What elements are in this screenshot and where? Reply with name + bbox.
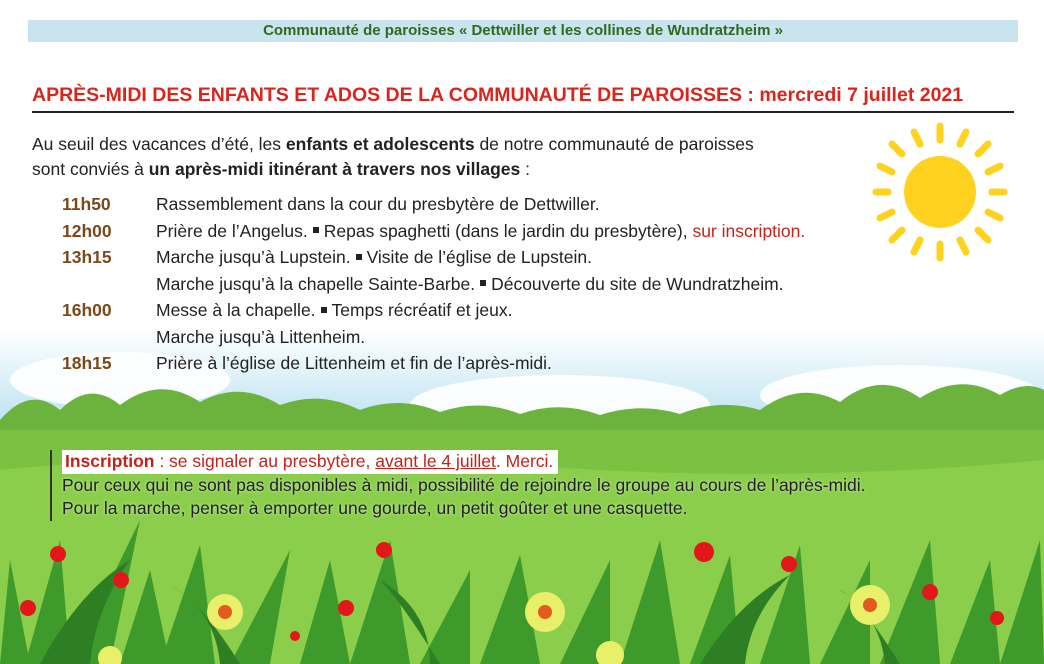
schedule-time: 11h50 — [62, 194, 111, 214]
bullet-icon — [356, 254, 362, 260]
intro-text: sont conviés à — [32, 159, 149, 179]
schedule-activity: Marche jusqu’à la chapelle Sainte-Barbe. — [156, 273, 476, 294]
intro-bold-text: un après-midi itinérant à travers nos villages — [148, 159, 521, 179]
schedule-activity: Visite de l’église de Lupstein. — [366, 247, 592, 267]
intro-text: : — [520, 159, 530, 179]
schedule-time — [62, 324, 156, 351]
schedule-time — [62, 271, 156, 298]
schedule-row — [62, 297, 942, 324]
schedule-activity: Marche jusqu’à Littenheim. — [156, 326, 366, 347]
schedule-row — [62, 350, 942, 377]
bullet-icon — [321, 307, 327, 313]
intro-text: Au seuil des vacances d’été, les — [32, 134, 286, 154]
parish-banner: Communauté de paroisses « Dettwiller et les collines de Wundratzheim » — [28, 20, 1018, 42]
schedule-time: 13h15 — [62, 247, 112, 267]
registration-deadline: avant le 4 juillet — [375, 451, 496, 471]
registration-text: . Merci. — [495, 451, 554, 471]
schedule-row — [62, 271, 942, 298]
schedule-row — [62, 244, 942, 271]
bullet-icon — [313, 227, 319, 233]
schedule-list — [62, 191, 942, 377]
schedule-row — [62, 218, 942, 245]
intro-paragraph — [32, 132, 872, 182]
schedule-activity: Rassemblement dans la cour du presbytère de Dettwiller. — [156, 194, 600, 214]
registration-text: : se signaler au presbytère, — [154, 451, 376, 471]
info-box — [50, 450, 1002, 521]
schedule-activity: Temps récréatif et jeux. — [331, 300, 513, 320]
registration-highlight — [62, 450, 558, 474]
info-line-equipment: Pour la marche, penser à emporter une gourde, un petit goûter et une casquette. — [62, 498, 688, 518]
page-title: APRÈS-MIDI DES ENFANTS ET ADOS DE LA COMMUNAUTÉ DE PAROISSES : mercredi 7 juillet 2021 — [32, 84, 1014, 113]
registration-note: sur inscription. — [692, 220, 806, 241]
schedule-activity: Prière de l’Angelus. — [156, 220, 308, 241]
schedule-activity: Découverte du site de Wundratzheim. — [491, 273, 784, 294]
schedule-activity: Prière à l’église de Littenheim et fin de l’après-midi. — [156, 353, 552, 373]
bullet-icon — [480, 280, 486, 286]
schedule-activity: Marche jusqu’à Lupstein. — [156, 247, 351, 267]
schedule-activity: Messe à la chapelle. — [156, 300, 316, 320]
intro-bold-text: enfants et adolescents — [285, 134, 475, 154]
schedule-row — [62, 191, 942, 218]
schedule-time: 12h00 — [62, 220, 112, 241]
registration-label: Inscription — [65, 451, 155, 471]
schedule-time: 16h00 — [62, 300, 112, 320]
schedule-activity: Repas spaghetti (dans le jardin du presbytère), — [323, 220, 693, 241]
info-line-availability: Pour ceux qui ne sont pas disponibles à midi, possibilité de rejoindre le groupe au cours de l’après-midi. — [62, 474, 866, 495]
intro-text: de notre communauté de paroisses — [474, 134, 754, 154]
schedule-time: 18h15 — [62, 353, 112, 373]
schedule-row — [62, 324, 942, 351]
